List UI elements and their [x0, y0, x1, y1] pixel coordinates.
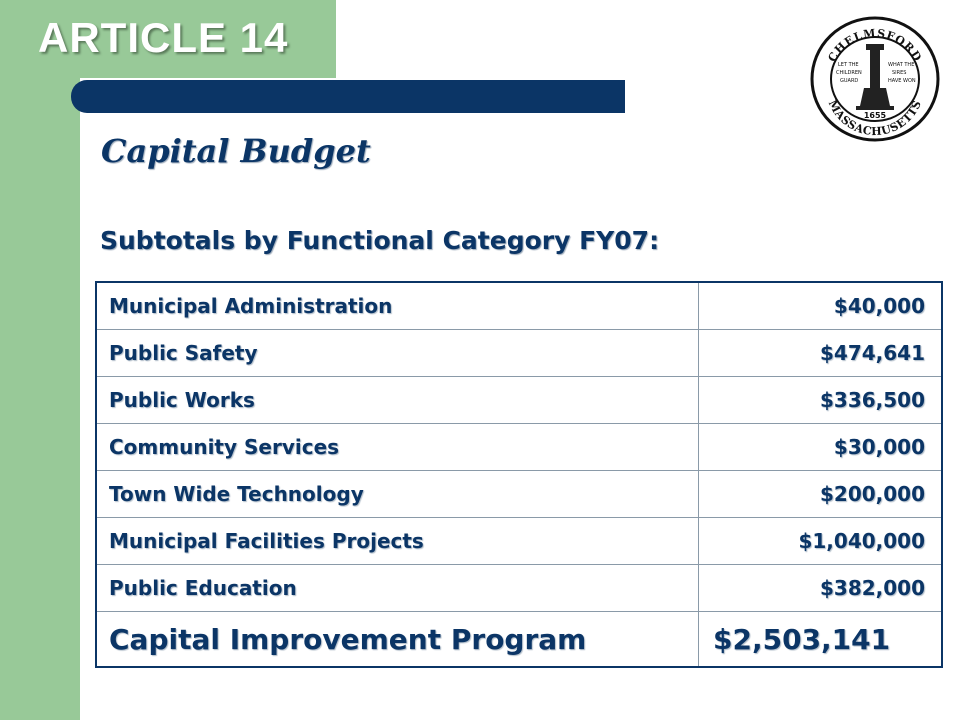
seal-motto-right-2: SIRES [892, 70, 907, 76]
seal-top-text: CHELMSFORD [825, 26, 925, 65]
seal-motto-left-2: CHILDREN [836, 70, 862, 76]
left-accent-bar [0, 0, 80, 720]
amount-cell: $474,641 [699, 330, 943, 377]
seal-motto-right-1: WHAT THE [888, 62, 915, 68]
amount-cell: $1,040,000 [699, 518, 943, 565]
total-category-cell: Capital Improvement Program [96, 612, 699, 668]
total-amount-cell: $2,503,141 [699, 612, 943, 668]
amount-cell: $382,000 [699, 565, 943, 612]
amount-cell: $30,000 [699, 424, 943, 471]
page-heading: Capital Budget [101, 132, 371, 170]
table-row [96, 471, 942, 518]
seal-bottom-text: MASSACHUSETTS [825, 97, 925, 139]
category-cell: Town Wide Technology [96, 471, 699, 518]
title-underline-bar [71, 80, 625, 113]
seal-motto-left-3: GUARD [840, 78, 859, 84]
table-row [96, 330, 942, 377]
article-title: ARTICLE 14 [38, 14, 289, 61]
capital-budget-table [95, 281, 943, 668]
table-row [96, 424, 942, 471]
category-cell: Public Safety [96, 330, 699, 377]
category-cell: Public Works [96, 377, 699, 424]
seal-motto-left-1: LET THE [838, 62, 859, 68]
category-cell: Municipal Facilities Projects [96, 518, 699, 565]
table-row [96, 282, 942, 330]
total-row [96, 612, 942, 668]
category-cell: Public Education [96, 565, 699, 612]
category-cell: Municipal Administration [96, 282, 699, 330]
table-row [96, 518, 942, 565]
seal-motto-right-3: HAVE WON [888, 78, 916, 84]
amount-cell: $40,000 [699, 282, 943, 330]
amount-cell: $336,500 [699, 377, 943, 424]
table-row [96, 377, 942, 424]
table-subtitle: Subtotals by Functional Category FY07: [100, 226, 660, 255]
seal-year: 1655 [863, 111, 887, 120]
table-row [96, 565, 942, 612]
category-cell: Community Services [96, 424, 699, 471]
amount-cell: $200,000 [699, 471, 943, 518]
town-seal-icon [808, 14, 942, 144]
